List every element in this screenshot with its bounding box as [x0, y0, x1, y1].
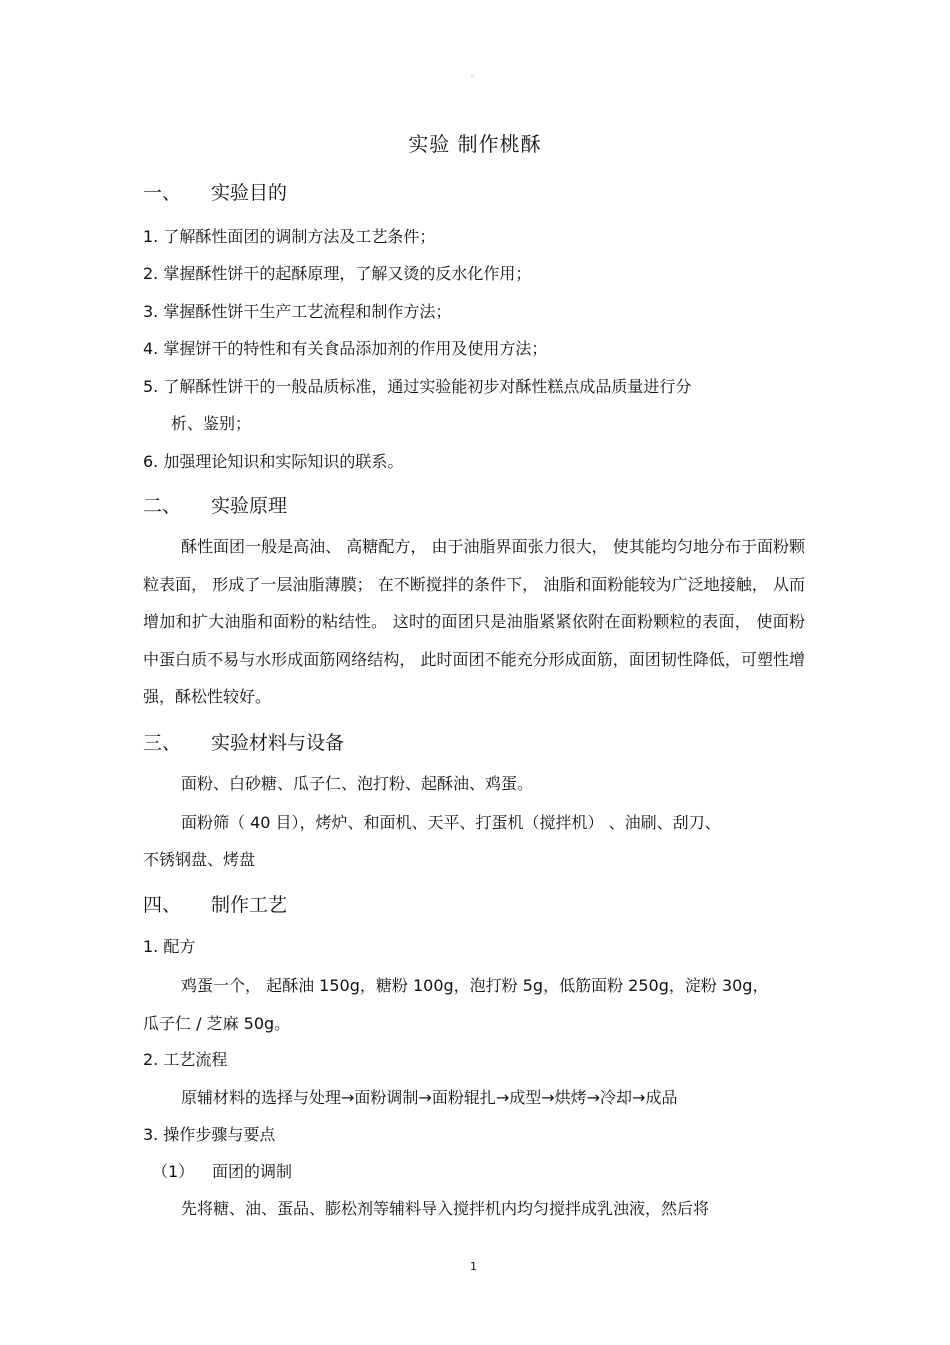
steps-heading: 3. 操作步骤与要点 [143, 1125, 276, 1144]
section-heading-materials [143, 728, 344, 755]
step-text: 先将糖、油、蛋品、膨松剂等辅料导入搅拌机内均匀搅拌成乳浊液，然后将 [181, 1199, 710, 1218]
equipment-line-continued: 不锈钢盘、烤盘 [143, 850, 256, 869]
recipe-line-continued: 瓜子仁 / 芝麻 50g。 [143, 1014, 291, 1033]
objective-item: 1. 了解酥性面团的调制方法及工艺条件； [143, 227, 436, 246]
section-number: 三、 [143, 732, 182, 754]
page-title: 实验 制作桃酥 [408, 132, 542, 156]
objective-item: 3. 掌握酥性饼干生产工艺流程和制作方法； [143, 302, 452, 321]
section-heading-principle [143, 491, 287, 518]
flow-line: 原辅材料的选择与处理→面粉调制→面粉辊扎→成型→烘烤→冷却→成品 [181, 1088, 678, 1107]
section-title: 实验目的 [211, 182, 288, 204]
section-number: 一、 [143, 182, 182, 204]
flow-heading: 2. 工艺流程 [143, 1050, 228, 1069]
objective-item: 5. 了解酥性饼干的一般品质标准，通过实验能初步对酥性糕点成品质量进行分 [143, 377, 692, 396]
section-title: 实验原理 [211, 495, 288, 517]
step-heading [152, 1161, 292, 1183]
materials-line: 面粉、白砂糖、瓜子仁、泡打粉、起酥油、鸡蛋。 [181, 774, 534, 793]
principle-paragraph: 酥性面团一般是高油、 高糖配方， 由于油脂界面张力很大， 使其能均匀地分布于面粉颗粒表面， 形成了一层油脂薄膜； 在不断搅拌的条件下， 油脂和面粉能较为广泛地接触， 从而增加和扩大油脂和面粉的粘结性。 这时的面团只是油脂紧紧依附在面粉颗粒的表面， 使面粉中蛋白质不易与水形成面筋网络结构， 此时面团不能充分形成面筋，面团韧性降低，可塑性增强，酥松性较好。 [143, 537, 805, 707]
header-dot: ◦ [470, 72, 476, 82]
objective-item-continued: 析、鉴别； [171, 414, 252, 433]
section-title: 实验材料与设备 [211, 732, 345, 754]
equipment-line: 面粉筛（ 40 目），烤炉、和面机、天平、打蛋机（搅拌机） 、油刷、刮刀、 [181, 813, 721, 832]
section-number: 四、 [143, 894, 182, 916]
section-title: 制作工艺 [211, 894, 288, 916]
section-number: 二、 [143, 495, 182, 517]
objective-item: 2. 掌握酥性饼干的起酥原理，了解又烫的反水化作用； [143, 264, 532, 283]
recipe-line: 鸡蛋一个， 起酥油 150g，糖粉 100g，泡打粉 5g，低筋面粉 250g，淀粉 30g， [181, 976, 769, 995]
step-number: （1） [152, 1162, 195, 1181]
recipe-heading: 1. 配方 [143, 937, 196, 956]
step-title: 面团的调制 [212, 1162, 293, 1181]
objective-item: 4. 掌握饼干的特性和有关食品添加剂的作用及使用方法； [143, 339, 548, 358]
objective-item: 6. 加强理论知识和实际知识的联系。 [143, 452, 404, 471]
section-heading-objectives [143, 178, 287, 205]
page-number: 1 [470, 1260, 477, 1273]
section-heading-process [143, 890, 287, 917]
